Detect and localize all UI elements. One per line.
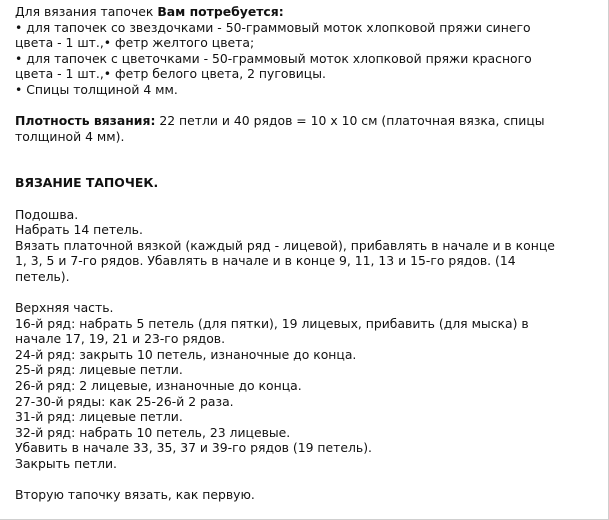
density-line-2: толщиной 4 мм). <box>15 128 125 144</box>
article-body <box>15 4 595 503</box>
upper-row-31: 31-й ряд: лицевые петли. <box>15 409 183 425</box>
density-label: Плотность вязания: <box>15 113 156 129</box>
section-title: ВЯЗАНИЕ ТАПОЧЕК. <box>15 175 159 191</box>
materials-item-1-line-2: цвета - 1 шт.,• фетр желтого цвета; <box>15 35 255 51</box>
upper-row-16-line-1: 16-й ряд: набрать 5 петель (для пятки), 19 лицевых, прибавить (для мыска) в <box>15 315 529 331</box>
materials-item-2-line-1: • для тапочек с цветочками - 50-граммовый моток хлопковой пряжи красного <box>15 50 532 66</box>
spacer <box>15 144 595 175</box>
upper-close: Закрыть петли. <box>15 456 117 472</box>
closing-block <box>15 487 595 503</box>
spacer <box>15 191 595 207</box>
materials-intro-text: Для вязания тапочек <box>15 4 158 19</box>
upper-row-27-30: 27-30-й ряды: как 25-26-й 2 раза. <box>15 393 234 409</box>
materials-intro-bold: Вам потребуется: <box>157 4 284 19</box>
materials-intro <box>15 4 595 20</box>
sole-line-1: Набрать 14 петель. <box>15 222 143 238</box>
materials-item-3: • Спицы толщиной 4 мм. <box>15 81 178 97</box>
density-block <box>15 113 595 144</box>
spacer <box>15 98 595 114</box>
materials-item-2-line-2: цвета - 1 шт.,• фетр белого цвета, 2 пуговицы. <box>15 66 326 82</box>
spacer <box>15 472 595 488</box>
sole-block <box>15 207 595 285</box>
spacer <box>15 285 595 301</box>
upper-decrease: Убавить в начале 33, 35, 37 и 39-го рядов (19 петель). <box>15 440 372 456</box>
section-title-block <box>15 175 595 191</box>
sole-heading: Подошва. <box>15 206 79 222</box>
sole-line-4: петель). <box>15 268 70 284</box>
upper-row-24: 24-й ряд: закрыть 10 петель, изнаночные до конца. <box>15 346 357 362</box>
density-value: 22 петли и 40 рядов = 10 х 10 см (платочная вязка, спицы <box>155 113 545 129</box>
materials-item-1-line-1: • для тапочек со звездочками - 50-граммовый моток хлопковой пряжи синего <box>15 19 531 35</box>
density-line-1 <box>15 113 595 129</box>
closing-line: Вторую тапочку вязать, как первую. <box>15 487 255 503</box>
upper-row-16-line-2: начале 17, 19, 21 и 23-го рядов. <box>15 331 226 347</box>
sole-line-3: 1, 3, 5 и 7-го рядов. Убавлять в начале и в конце 9, 11, 13 и 15-го рядов. (14 <box>15 253 516 269</box>
sole-line-2: Вязать платочной вязкой (каждый ряд - лицевой), прибавлять в начале и в конце <box>15 237 555 253</box>
upper-block <box>15 300 595 472</box>
materials-block <box>15 4 595 98</box>
upper-heading: Верхняя часть. <box>15 300 114 316</box>
upper-row-32: 32-й ряд: набрать 10 петель, 23 лицевые. <box>15 424 291 440</box>
upper-row-25: 25-й ряд: лицевые петли. <box>15 362 183 378</box>
upper-row-26: 26-й ряд: 2 лицевые, изнаночные до конца. <box>15 378 302 394</box>
